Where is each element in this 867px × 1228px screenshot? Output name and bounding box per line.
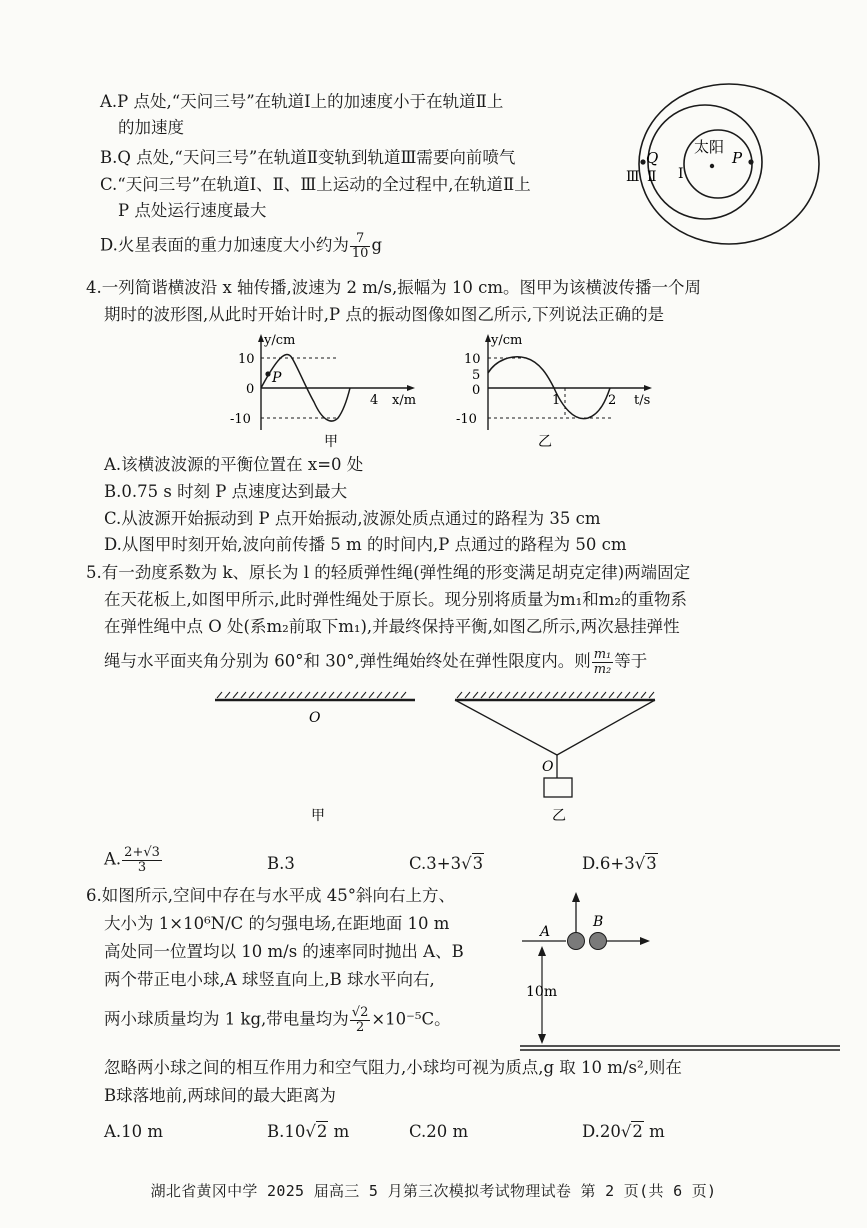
q4-option-d: D.从图甲时刻开始,波向前传播 5 m 的时间内,P 点通过的路程为 50 cm <box>104 535 627 554</box>
q5-stem-line2: 在天花板上,如图甲所示,此时弹性绳处于原长。现分别将质量为m₁和m₂的重物系 <box>104 590 688 609</box>
q4-stem-line1: 4.一列简谐横波沿 x 轴传播,波速为 2 m/s,振幅为 10 cm。图甲为该横波传播一个周 <box>86 278 702 297</box>
caption-yi: 乙 <box>552 808 566 824</box>
q5-stem-line3: 在弹性绳中点 O 处(系m₂前取下m₁),并最终保持平衡,如图乙所示,两次悬挂弹性 <box>104 617 680 636</box>
q3-option-c-line1: C.“天问三号”在轨道Ⅰ、Ⅱ、Ⅲ上运动的全过程中,在轨道Ⅱ上 <box>100 175 531 194</box>
caption-jia: 甲 <box>311 808 325 824</box>
svg-text:t/s: t/s <box>634 393 651 408</box>
q4-option-a: A.该横波波源的平衡位置在 x=0 处 <box>104 455 364 474</box>
svg-text:10: 10 <box>464 352 481 367</box>
svg-text:2: 2 <box>608 393 617 408</box>
svg-text:5: 5 <box>472 368 481 383</box>
rope-right <box>557 700 655 755</box>
svg-text:y/cm: y/cm <box>264 333 296 348</box>
svg-text:-10: -10 <box>456 412 477 427</box>
q3-option-a-line1: A.P 点处,“天问三号”在轨道Ⅰ上的加速度小于在轨道Ⅱ上 <box>100 92 504 111</box>
svg-text:10: 10 <box>238 352 255 367</box>
q6-option-b: B.10√2 m <box>267 1122 350 1141</box>
svg-text:0: 0 <box>246 382 255 397</box>
point-p <box>748 159 753 164</box>
label-p: P <box>732 149 743 167</box>
rope-left <box>455 700 557 755</box>
ball-a <box>568 933 585 950</box>
height-label: 10m <box>526 984 558 1000</box>
q3-orbit-figure <box>628 78 828 253</box>
caption-yi: 乙 <box>538 434 552 450</box>
q6-stem-line4: 两个带正电小球,A 球竖直向上,B 球水平向右, <box>104 970 435 989</box>
q6-stem-line6: 忽略两小球之间的相互作用力和空气阻力,小球均可视为质点,g 取 10 m/s²,则在 <box>104 1058 682 1077</box>
q6-stem-line2: 大小为 1×10⁶N/C 的匀强电场,在距地面 10 m <box>104 914 450 933</box>
q5-figure <box>205 688 680 828</box>
weight-block <box>544 778 572 797</box>
q5-stem-line1: 5.有一劲度系数为 k、原长为 l 的轻质弹性绳(弹性绳的形变满足胡克定律)两端固定 <box>86 563 691 582</box>
q3-option-b: B.Q 点处,“天问三号”在轨道Ⅱ变轨到轨道Ⅲ需要向前喷气 <box>100 148 516 167</box>
label-q: Q <box>646 149 659 167</box>
q6-stem-line5: 两小球质量均为 1 kg,带电量均为 $\frac{√2}{2}$ ×10⁻⁵C。 <box>104 1005 451 1035</box>
q3-option-d: D.火星表面的重力加速度大小约为 $\frac{7}{10}$ g <box>100 231 382 261</box>
ceiling-yi <box>455 692 655 700</box>
point-q <box>640 159 645 164</box>
q4-figure-yi <box>450 330 665 452</box>
q5-stem-line4: 绳与水平面夹角分别为 60°和 30°,弹性绳始终处在弹性限度内。则 $\frac{\text{m₁}}{\text{m₂}}$ 等于 <box>104 647 648 677</box>
label-iii: Ⅲ <box>626 169 640 185</box>
svg-text:0: 0 <box>472 383 481 398</box>
q4-stem-line2: 期时的波形图,从此时开始计时,P 点的振动图像如图乙所示,下列说法正确的是 <box>104 305 665 324</box>
svg-text:x/m: x/m <box>392 393 417 408</box>
point-p <box>265 371 270 376</box>
svg-text:-10: -10 <box>230 412 251 427</box>
q5-option-a: A. $\frac{2+√3}{3}$ <box>104 845 160 875</box>
caption-jia: 甲 <box>324 434 338 450</box>
svg-text:4: 4 <box>370 393 379 408</box>
label-i: Ⅰ <box>678 166 684 182</box>
q6-figure <box>510 886 850 1051</box>
ceiling-jia <box>215 692 415 700</box>
orbit-iii <box>639 84 819 244</box>
svg-text:P: P <box>272 370 282 386</box>
q4-option-c: C.从波源开始振动到 P 点开始振动,波源处质点通过的路程为 35 cm <box>104 509 601 528</box>
q6-option-d: D.20√2 m <box>582 1122 665 1141</box>
label-o-yi: O <box>542 759 554 775</box>
label-b: B <box>593 914 604 930</box>
q6-stem-line1: 6.如图所示,空间中存在与水平成 45°斜向右上方、 <box>86 886 455 905</box>
sun-dot <box>710 164 714 168</box>
q6-option-c: C.20 m <box>409 1122 469 1141</box>
orbit-ii <box>648 105 762 219</box>
q3-option-c-line2: P 点处运行速度最大 <box>118 201 267 220</box>
label-o-jia: O <box>309 710 321 726</box>
q5-option-d: D.6+3√3 <box>582 854 657 873</box>
q6-stem-line7: B球落地前,两球间的最大距离为 <box>104 1086 336 1105</box>
q5-option-c: C.3+3√3 <box>409 854 484 873</box>
svg-text:1: 1 <box>552 393 561 408</box>
ball-b <box>590 933 607 950</box>
q4-option-b: B.0.75 s 时刻 P 点速度达到最大 <box>104 482 348 501</box>
page-footer: 湖北省黄冈中学 2025 届高三 5 月第三次模拟考试物理试卷 第 2 页(共 6 页) <box>150 1182 717 1200</box>
q6-option-a: A.10 m <box>104 1122 164 1141</box>
q3-option-a-line2: 的加速度 <box>118 118 184 137</box>
label-ii: Ⅱ <box>647 169 657 185</box>
label-a: A <box>540 924 551 940</box>
svg-text:y/cm: y/cm <box>491 333 523 348</box>
sun-label: 太阳 <box>694 138 725 156</box>
q6-stem-line3: 高处同一位置均以 10 m/s 的速率同时抛出 A、B <box>104 942 464 961</box>
q4-figure-jia <box>228 330 428 452</box>
q5-option-b: B.3 <box>267 854 295 873</box>
